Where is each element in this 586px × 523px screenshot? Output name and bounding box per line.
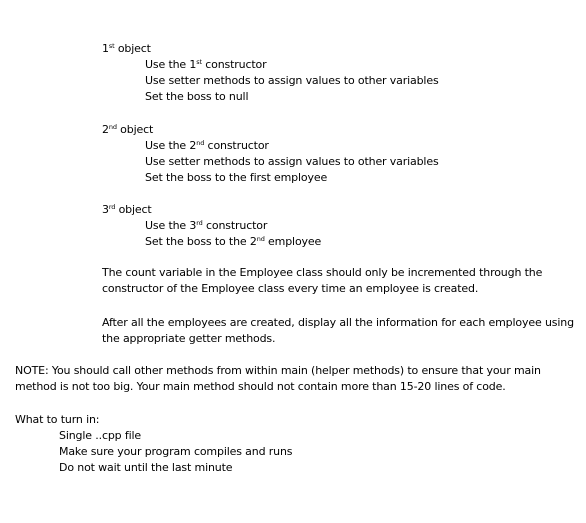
object-heading-3: 3rd object: [102, 203, 152, 216]
main-method-note: NOTE: You should call other methods from within main (helper methods) to ensure that your main method is not too big. Your main method should not contain more than 15-20 lines of code.: [15, 364, 541, 393]
turn-in-heading: What to turn in:: [15, 413, 100, 426]
object-1-item-1: Use the 1st constructor: [145, 58, 267, 71]
object-1-item-2: Use setter methods to assign values to other variables: [145, 74, 439, 87]
object-3-item-2: Set the boss to the 2nd employee: [145, 235, 322, 248]
turn-in-item-3: Do not wait until the last minute: [59, 461, 233, 474]
turn-in-item-2: Make sure your program compiles and runs: [59, 445, 293, 458]
object-3-item-1: Use the 3rd constructor: [145, 219, 268, 232]
turn-in-item-1: Single ..cpp file: [59, 429, 142, 442]
object-2-item-3: Set the boss to the first employee: [145, 171, 328, 184]
count-variable-paragraph: The count variable in the Employee class should only be incremented through the constructor of the Employee class every time an employee is created.: [102, 266, 543, 295]
object-heading-1: 1st object: [102, 42, 151, 55]
object-1-item-3: Set the boss to null: [145, 90, 249, 103]
display-info-paragraph: After all the employees are created, display all the information for each employee using the appropriate getter methods.: [102, 316, 574, 345]
object-heading-2: 2nd object: [102, 123, 154, 136]
object-2-item-1: Use the 2nd constructor: [145, 139, 269, 152]
object-2-item-2: Use setter methods to assign values to other variables: [145, 155, 439, 168]
